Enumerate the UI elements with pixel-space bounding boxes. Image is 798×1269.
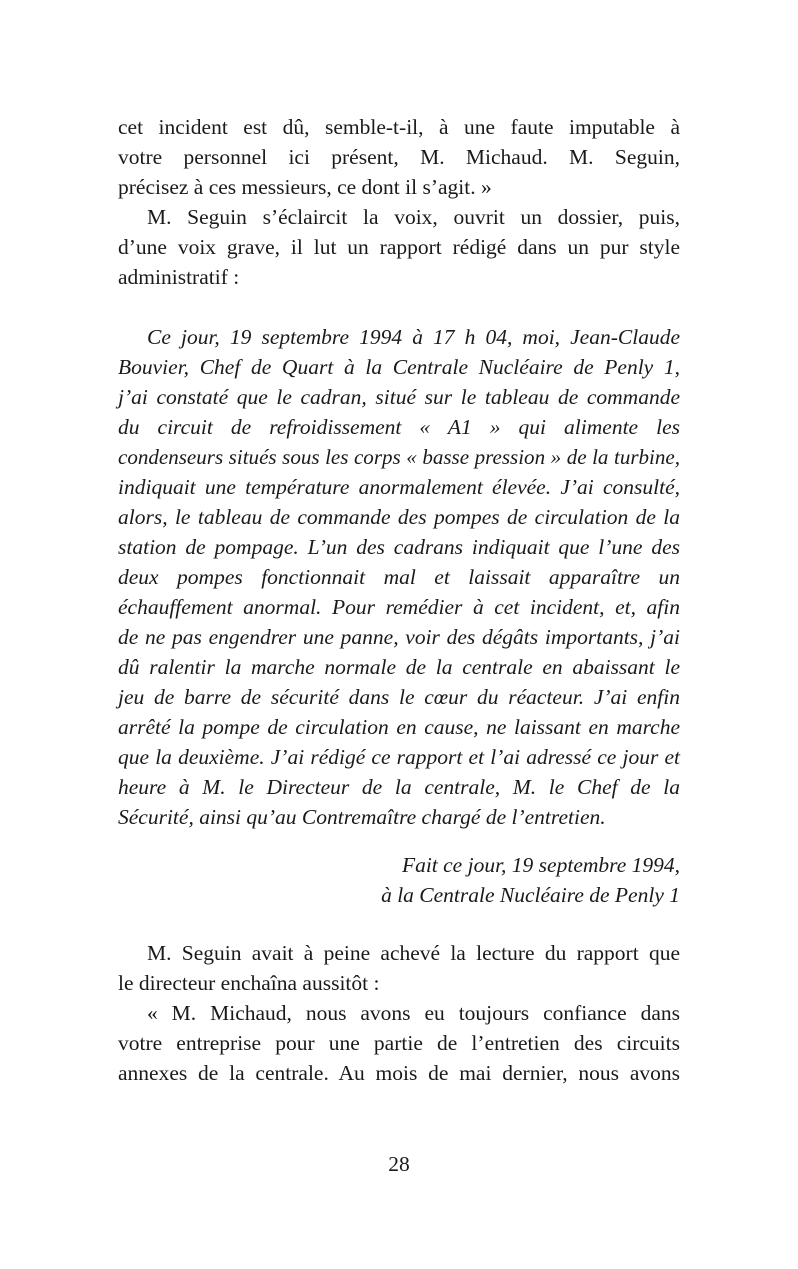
- report-line: condenseurs situés sous les corps « basse pression » de la turbine,: [118, 445, 680, 469]
- report-line: Ce jour, 19 septembre 1994 à 17 h 04, moi, Jean-Claude: [147, 325, 680, 349]
- report-line: échauffement anormal. Pour remédier à cet incident, et, afin: [118, 595, 680, 619]
- report-line: de ne pas engendrer une panne, voir des dégâts importants, j’ai: [118, 625, 680, 649]
- report-signature: [118, 850, 680, 910]
- text-line: M. Seguin s’éclaircit la voix, ouvrit un dossier, puis,: [147, 205, 680, 229]
- report-line: heure à M. le Directeur de la centrale, M. le Chef de la: [118, 775, 680, 799]
- signature-line: Fait ce jour, 19 septembre 1994,: [401, 853, 680, 877]
- text-line: votre entreprise pour une partie de l’entretien des circuits: [118, 1031, 680, 1055]
- report-line: alors, le tableau de commande des pompes de circulation de la: [118, 505, 680, 529]
- report-line: station de pompage. L’un des cadrans indiquait que l’une des: [118, 535, 680, 559]
- text-line: le directeur enchaîna aussitôt :: [118, 971, 380, 995]
- text-line: administratif :: [118, 265, 240, 289]
- report-line: deux pompes fonctionnait mal et laissait apparaître un: [118, 565, 680, 589]
- text-line: précisez à ces messieurs, ce dont il s’agit. »: [118, 175, 492, 199]
- report-block: [118, 322, 680, 832]
- text-line: d’une voix grave, il lut un rapport rédigé dans un pur style: [118, 235, 680, 259]
- spacer: [118, 292, 680, 322]
- report-line: jeu de barre de sécurité dans le cœur du réacteur. J’ai enfin: [118, 685, 680, 709]
- paragraph-seguin-reads: [118, 202, 680, 292]
- report-line: dû ralentir la marche normale de la centrale en abaissant le: [118, 655, 680, 679]
- paragraph-michaud: [118, 998, 680, 1088]
- text-line: cet incident est dû, semble-t-il, à une faute imputable à: [118, 115, 680, 139]
- report-line: Bouvier, Chef de Quart à la Centrale Nucléaire de Penly 1,: [118, 355, 680, 379]
- spacer: [118, 832, 680, 850]
- page-number: 28: [388, 1152, 410, 1176]
- report-line: Sécurité, ainsi qu’au Contremaître chargé de l’entretien.: [118, 805, 606, 829]
- text-line: « M. Michaud, nous avons eu toujours confiance dans: [147, 1001, 680, 1025]
- paragraph-continuation: [118, 112, 680, 202]
- report-line: du circuit de refroidissement « A1 » qui alimente les: [118, 415, 680, 439]
- page-body: [118, 112, 680, 1088]
- paragraph-director: [118, 938, 680, 998]
- report-line: arrêté la pompe de circulation en cause, ne laissant en marche: [118, 715, 680, 739]
- text-line: votre personnel ici présent, M. Michaud. M. Seguin,: [118, 145, 680, 169]
- report-line: j’ai constaté que le cadran, situé sur le tableau de commande: [118, 385, 680, 409]
- text-line: M. Seguin avait à peine achevé la lecture du rapport que: [147, 941, 680, 965]
- report-line: indiquait une température anormalement élevée. J’ai consulté,: [118, 475, 680, 499]
- signature-line: à la Centrale Nucléaire de Penly 1: [381, 883, 680, 907]
- text-line: annexes de la centrale. Au mois de mai dernier, nous avons: [118, 1061, 680, 1085]
- report-line: que la deuxième. J’ai rédigé ce rapport et l’ai adressé ce jour et: [118, 745, 680, 769]
- spacer: [118, 910, 680, 938]
